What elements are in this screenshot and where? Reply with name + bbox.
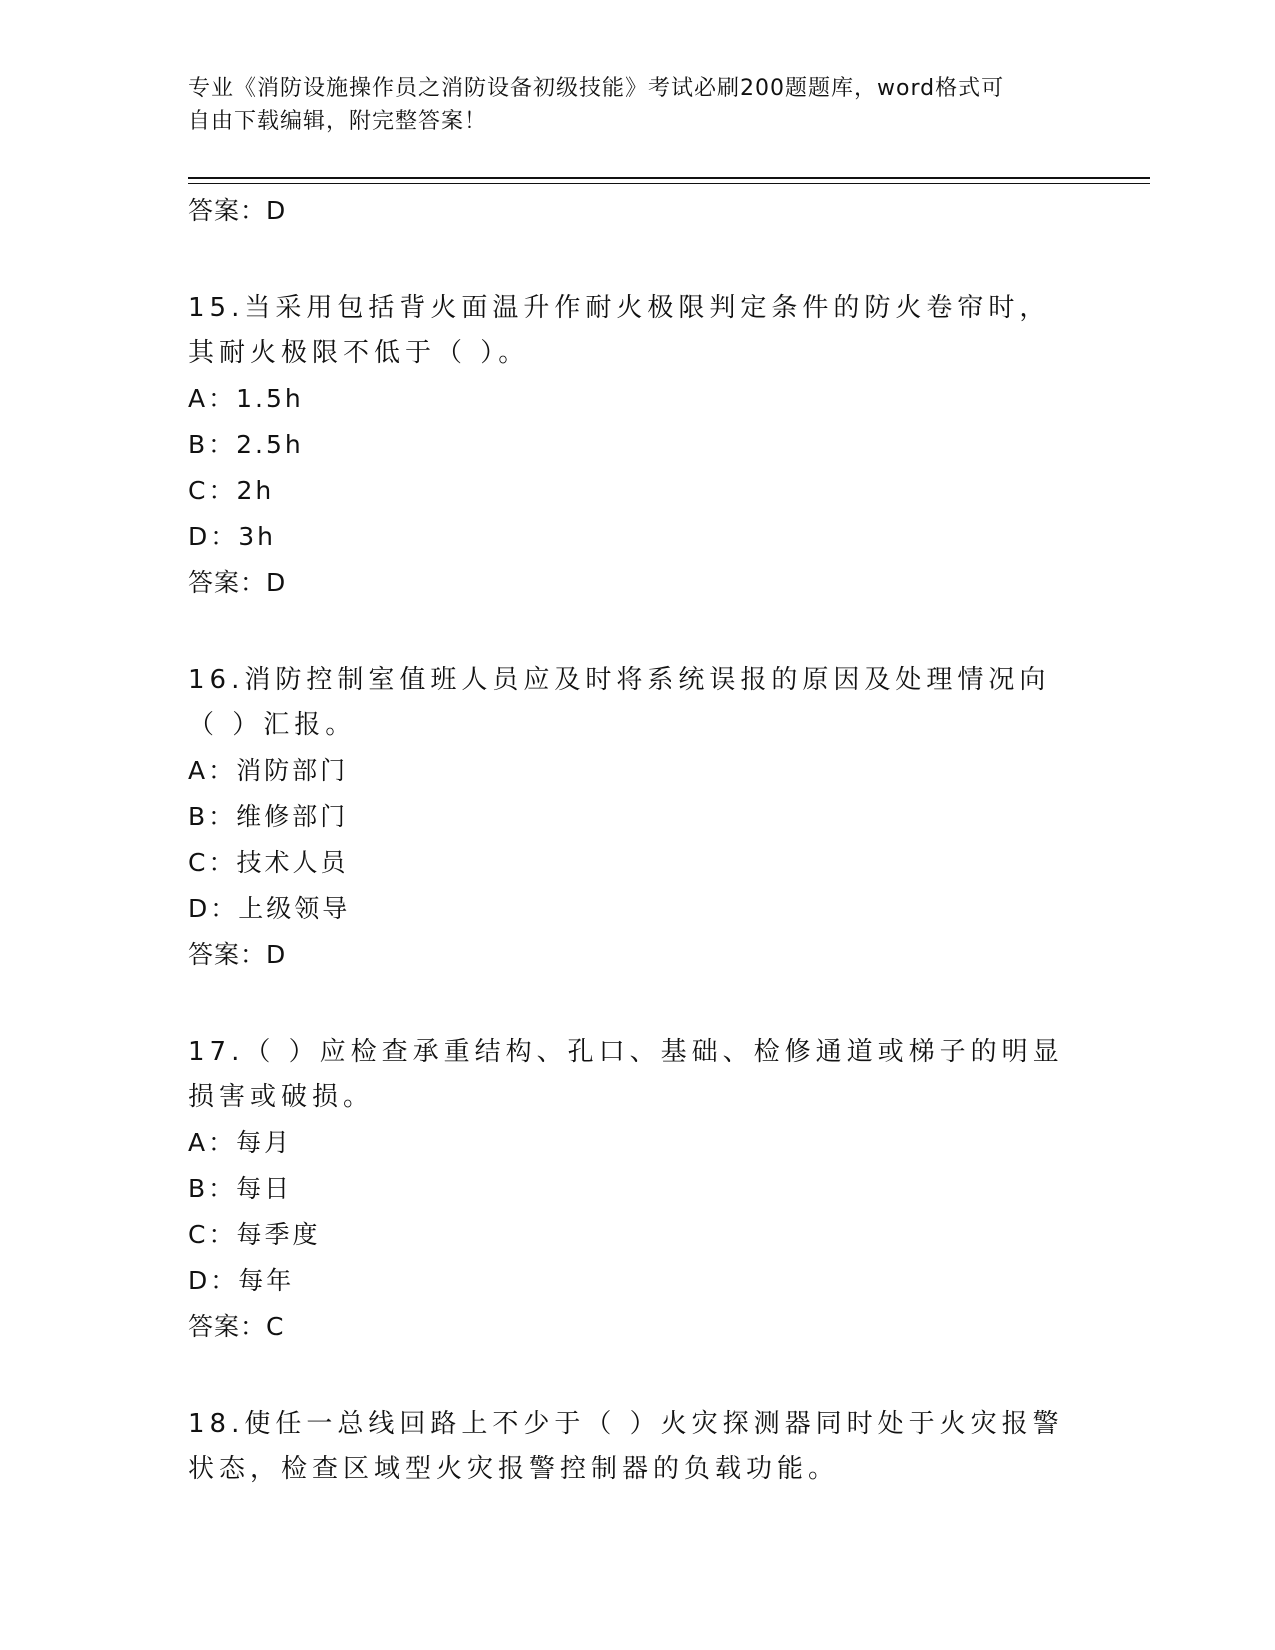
option-b: B：2.5h xyxy=(188,430,304,459)
question-text: 16.消防控制室值班人员应及时将系统误报的原因及处理情况向（ ）汇报。 xyxy=(188,665,1051,740)
question-text: 17.（ ）应检查承重结构、孔口、基础、检修通道或梯子的明显损害或破损。 xyxy=(188,1037,1064,1112)
answer-line: 答案：C xyxy=(188,1312,285,1341)
option-c: C：2h xyxy=(188,476,275,505)
question-17 xyxy=(188,1030,1088,1350)
options-list xyxy=(188,1120,1088,1304)
option-d: D：每年 xyxy=(188,1266,295,1295)
answer-line: 答案：D xyxy=(188,568,287,597)
option-a: A：每月 xyxy=(188,1128,293,1157)
header-line-2: 自由下载编辑，附完整答案！ xyxy=(188,109,488,134)
option-c: C：技术人员 xyxy=(188,848,349,877)
option-d: D：3h xyxy=(188,522,277,551)
document-header xyxy=(188,72,1068,138)
option-a: A：消防部门 xyxy=(188,756,349,785)
options-list xyxy=(188,748,1088,932)
option-d: D：上级领导 xyxy=(188,894,351,923)
option-c: C：每季度 xyxy=(188,1220,321,1249)
question-18 xyxy=(188,1402,1088,1492)
answer-line: 答案：D xyxy=(188,940,287,969)
options-list xyxy=(188,376,1088,560)
header-divider-thick xyxy=(188,177,1150,179)
option-b: B：每日 xyxy=(188,1174,293,1203)
document-body xyxy=(188,188,1088,1492)
question-15 xyxy=(188,286,1088,606)
question-16 xyxy=(188,658,1088,978)
question-text: 15.当采用包括背火面温升作耐火极限判定条件的防火卷帘时，其耐火极限不低于（ ）。 xyxy=(188,293,1051,368)
header-line-1: 专业《消防设施操作员之消防设备初级技能》考试必刷200题题库，word格式可 xyxy=(188,76,1005,101)
question-text: 18.使任一总线回路上不少于（ ）火灾探测器同时处于火灾报警状态，检查区域型火灾报警控制器的负载功能。 xyxy=(188,1409,1064,1484)
option-a: A：1.5h xyxy=(188,384,304,413)
answer-line: 答案：D xyxy=(188,196,287,225)
option-b: B：维修部门 xyxy=(188,802,349,831)
header-divider-thin xyxy=(188,183,1150,184)
